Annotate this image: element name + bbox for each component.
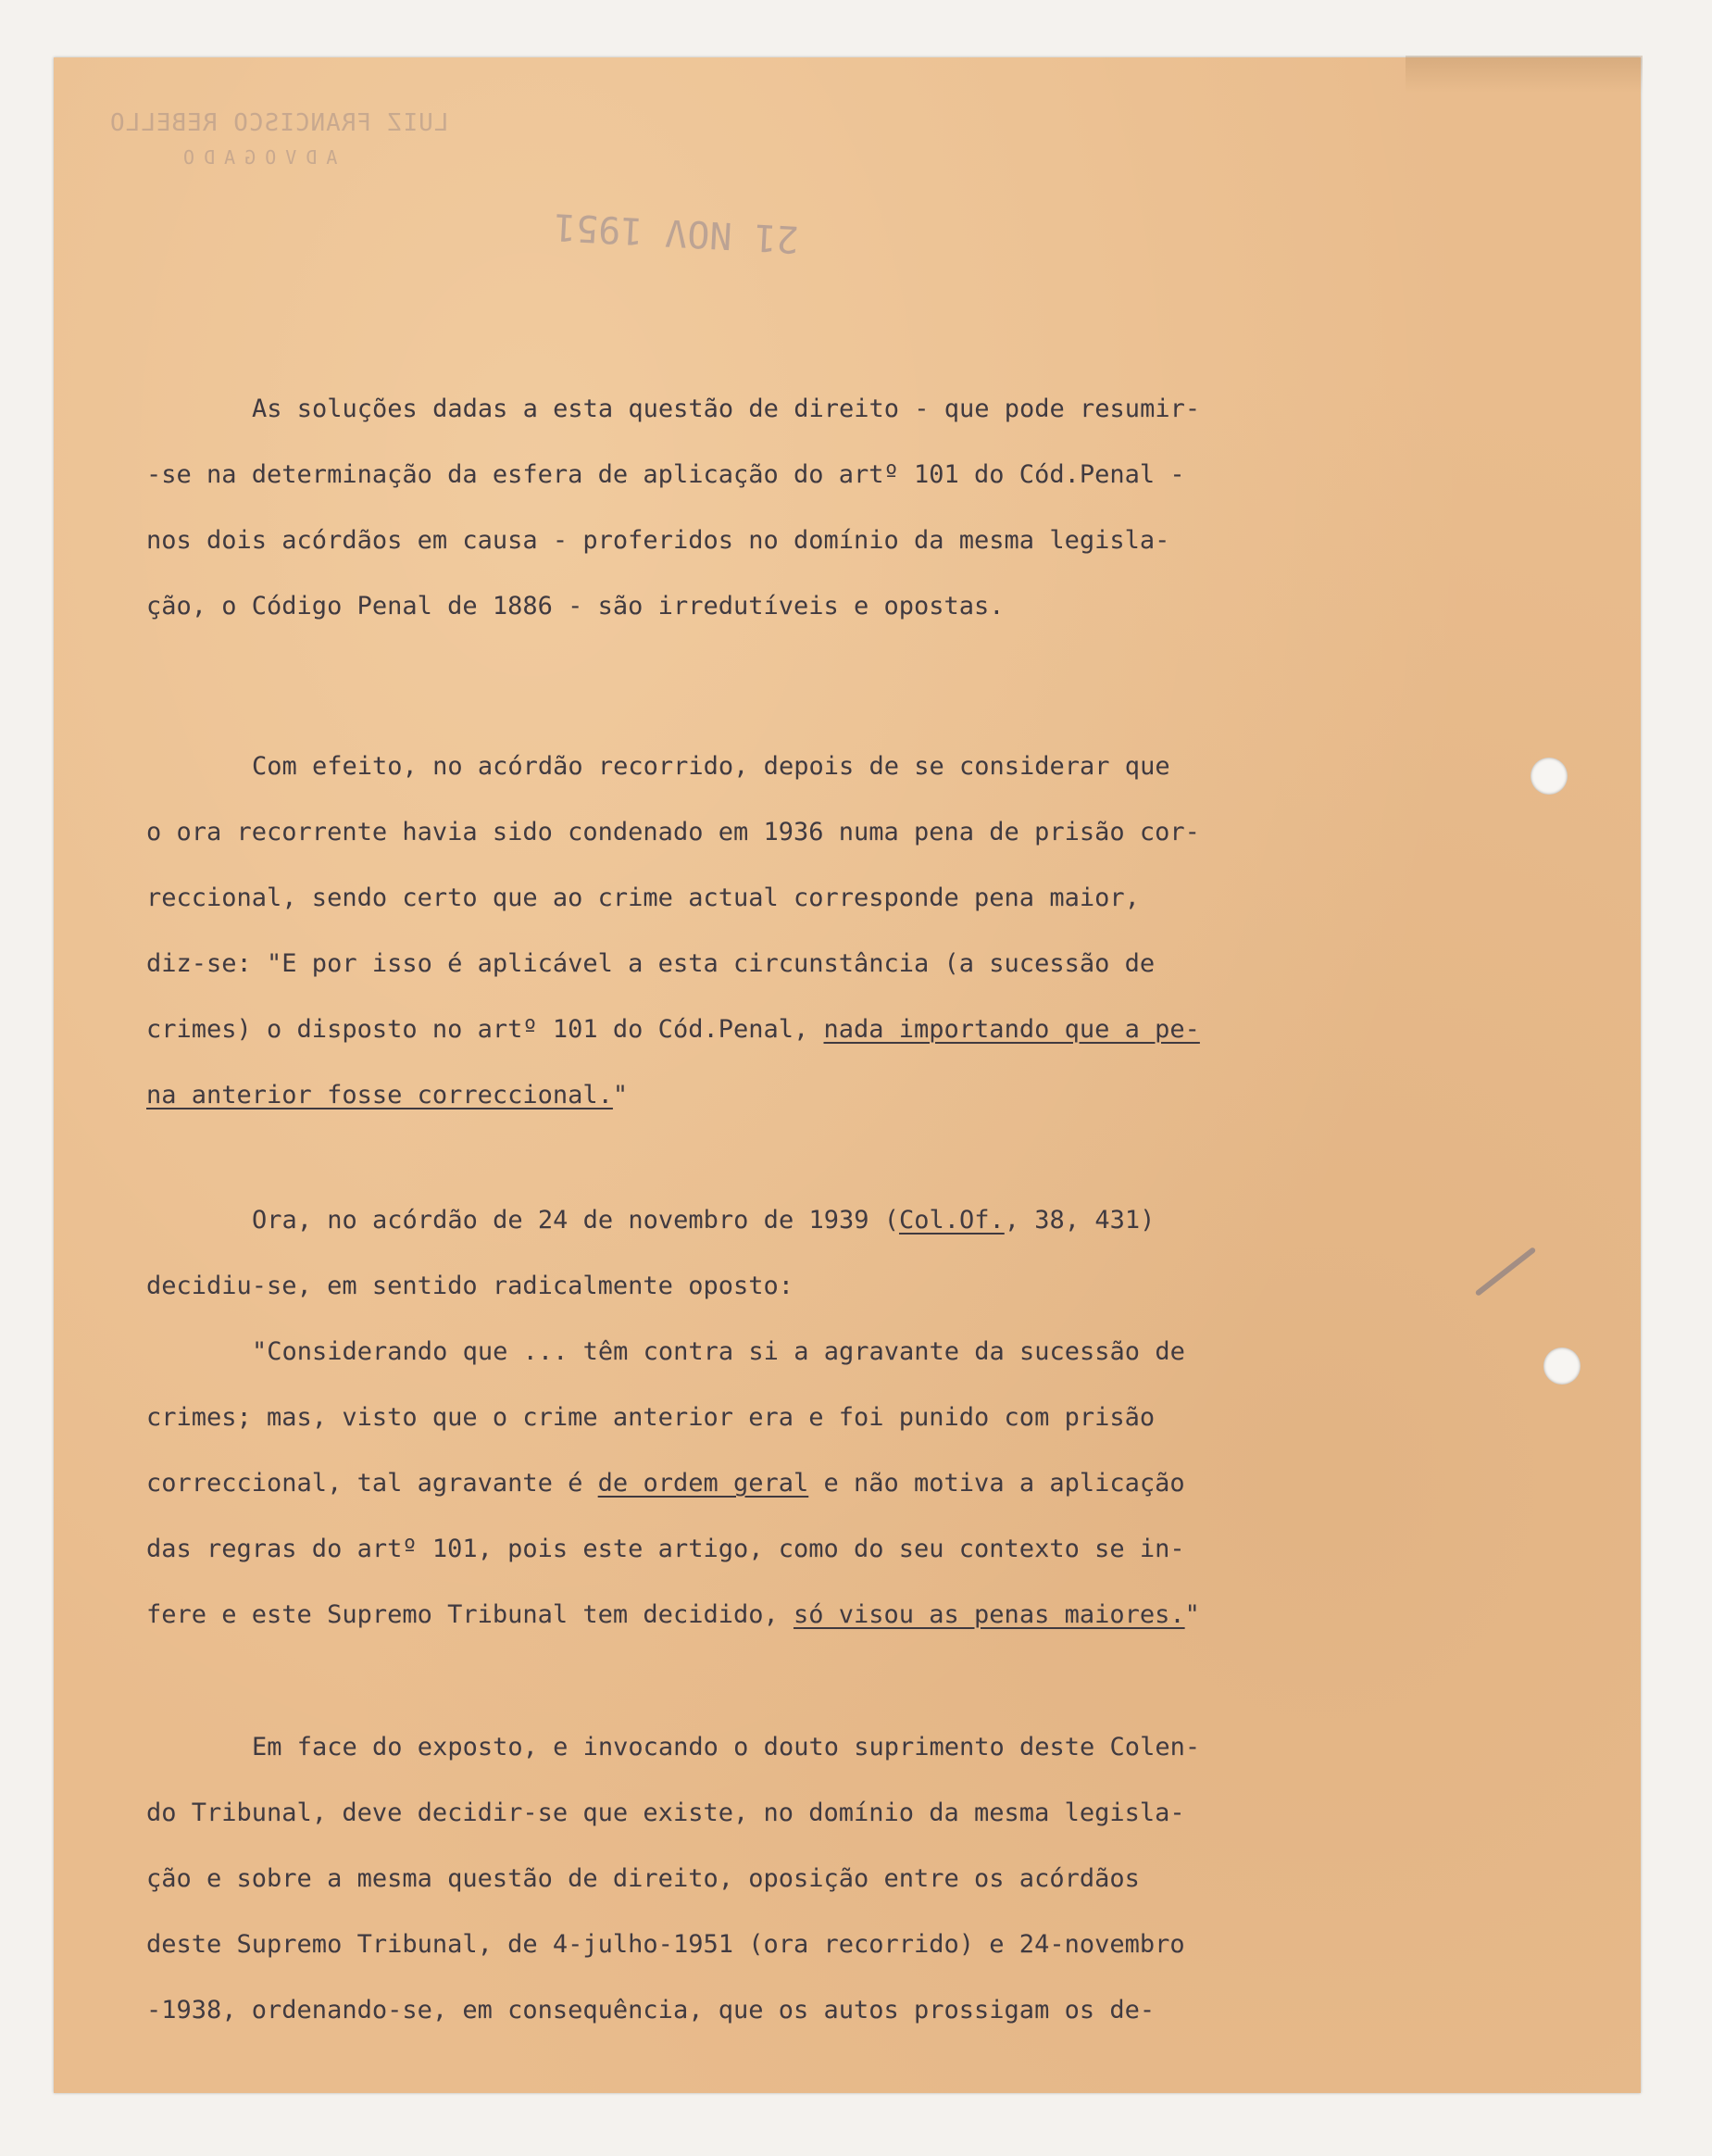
- paragraph-3: [146, 1187, 1294, 1648]
- text-line: nos dois acórdãos em causa - proferidos no domínio da mesma legisla-: [146, 526, 1170, 555]
- text-line: o ora recorrente havia sido condenado em 1936 numa pena de prisão cor-: [146, 818, 1200, 846]
- text-line: "Considerando que ... têm contra si a agravante da sucessão de: [252, 1337, 1185, 1366]
- underlined-text: Col.Of.: [898, 1206, 1005, 1235]
- text-line: diz-se: "E por isso é aplicável a esta circunstância (a sucessão de: [146, 949, 1156, 978]
- document-page: [54, 57, 1641, 2093]
- underlined-text: só visou as penas maiores.: [793, 1600, 1185, 1629]
- text-line: [146, 1062, 1294, 1128]
- text-line: [146, 1582, 1294, 1648]
- text-segment: ": [1184, 1600, 1200, 1629]
- text-line: decidiu-se, em sentido radicalmente oposto:: [146, 1272, 794, 1300]
- text-segment: e não motiva a aplicação: [808, 1469, 1185, 1498]
- paragraph-1: [146, 376, 1294, 639]
- text-line: deste Supremo Tribunal, de 4-julho-1951 (ora recorrido) e 24-novembro: [146, 1930, 1185, 1959]
- date-stamp: 21 NOV 1951: [552, 205, 800, 260]
- text-line: crimes; mas, visto que o crime anterior era e foi punido com prisão: [146, 1403, 1156, 1432]
- text-line: do Tribunal, deve decidir-se que existe, no domínio da mesma legisla-: [146, 1799, 1185, 1827]
- text-line: -se na determinação da esfera de aplicação do artº 101 do Cód.Penal -: [146, 460, 1185, 489]
- text-segment: ": [612, 1081, 629, 1109]
- text-segment: Ora, no acórdão de 24 de novembro de 1939 (: [252, 1206, 899, 1235]
- bleed-through-letterhead: LUIZ FRANCISCO REBELLO: [109, 109, 449, 137]
- text-line: das regras do artº 101, pois este artigo, como do seu contexto se in-: [146, 1535, 1185, 1563]
- text-line: -1938, ordenando-se, em consequência, que os autos prossigam os de-: [146, 1996, 1156, 2024]
- text-line: reccional, sendo certo que ao crime actual corresponde pena maior,: [146, 884, 1140, 912]
- text-segment: correccional, tal agravante é: [146, 1469, 598, 1498]
- text-line: [146, 1187, 1294, 1253]
- underlined-text: nada importando que a pe-: [823, 1015, 1200, 1044]
- text-line: As soluções dadas a esta questão de direito - que pode resumir-: [252, 395, 1201, 423]
- text-line: ção, o Código Penal de 1886 - são irredutíveis e opostas.: [146, 592, 1005, 620]
- text-segment: , 38, 431): [1004, 1206, 1156, 1235]
- text-line: [146, 1450, 1294, 1516]
- underlined-text: de ordem geral: [597, 1469, 809, 1498]
- typed-text: [54, 57, 1641, 2093]
- text-line: Com efeito, no acórdão recorrido, depois de se considerar que: [252, 752, 1170, 781]
- underlined-text: na anterior fosse correccional.: [146, 1081, 613, 1109]
- text-segment: fere e este Supremo Tribunal tem decidido,: [146, 1600, 794, 1629]
- bleed-through-letterhead-subtitle: ADVOGADO: [174, 146, 338, 169]
- text-line: Em face do exposto, e invocando o douto suprimento deste Colen-: [252, 1733, 1201, 1761]
- text-line: ção e sobre a mesma questão de direito, oposição entre os acórdãos: [146, 1864, 1140, 1893]
- text-line: [146, 997, 1294, 1062]
- paragraph-4: [146, 1714, 1294, 2043]
- paragraph-2: [146, 733, 1294, 1128]
- text-segment: crimes) o disposto no artº 101 do Cód.Penal,: [146, 1015, 824, 1044]
